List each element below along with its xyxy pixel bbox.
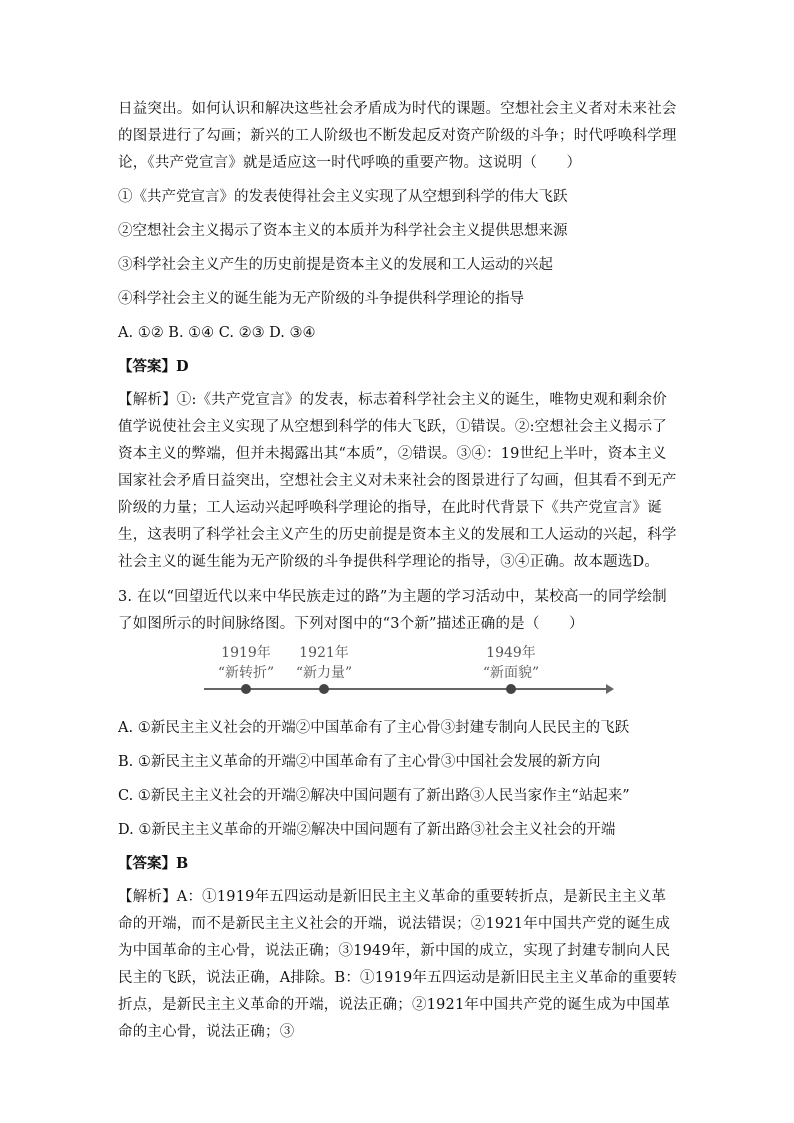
q2-analysis: 【解析】①:《共产党宣言》的发表，标志着科学社会主义的诞生，唯物史观和剩余价值学说使社会主义实现了从空想到科学的伟大飞跃，①错误。②:空想社会主义揭示了资本主义的弊端，但并未揭露出其“本质”，②错误。③④：19世纪上半叶，资本主义国家社会矛盾日益突出，空想社会主义对未来社会的图景进行了勾画，但其看不到无产阶级的力量；工人运动兴起呼唤科学理论的指导，在此时代背景下《共产党宣言》诞生，这表明了科学社会主义产生的历史前提是资本主义的发展和工人运动的兴起，科学社会主义的诞生能为无产阶级的斗争提供科学理论的指导，③④正确。故本题选D。 xyxy=(118,392,677,570)
q2-statement-2: ②空想社会主义揭示了资本主义的本质并为科学社会主义提供思想来源 xyxy=(118,223,568,239)
q2-answer: 【答案】D xyxy=(118,358,189,375)
q2-options: A. ①② B. ①④ C. ②③ D. ③④ xyxy=(118,325,316,341)
timeline-label-1919: “新转折” xyxy=(217,665,275,681)
timeline-dot-1949 xyxy=(506,684,516,694)
q3-analysis: 【解析】A：①1919年五四运动是新旧民主主义革命的重要转折点，是新民主主义革命的开端，而不是新民主主义社会的开端，说法错误；②1921年中国共产党的诞生成为中国革命的主心骨，说法正确；③1949年，新中国的成立，实现了封建专制向人民民主的飞跃，说法正确，A排除。B：①1919年五四运动是新旧民主主义革命的重要转折点，是新民主主义革命的开端，说法正确；②1921年中国共产党的诞生成为中国革命的主心骨，说法正确；③ xyxy=(118,889,678,1040)
q3-option-b: B. ①新民主主义革命的开端②中国革命有了主心骨③中国社会发展的新方向 xyxy=(118,754,601,770)
document-page xyxy=(118,96,678,1046)
q3-option-c: C. ①新民主主义社会的开端②解决中国问题有了新出路③人民当家作主“站起来” xyxy=(118,788,630,804)
timeline-label-1921: “新力量” xyxy=(295,665,353,681)
q3-answer: 【答案】B xyxy=(118,855,189,872)
paragraph-top: 日益突出。如何认识和解决这些社会矛盾成为时代的课题。空想社会主义者对未来社会的图景进行了勾画；新兴的工人阶级也不断发起反对资产阶级的斗争；时代呼唤科学理论，《共产党宣言》就是适应这一时代呼唤的重要产物。这说明（ ） xyxy=(118,101,677,171)
q3-option-d: D. ①新民主主义革命的开端②解决中国问题有了新出路③社会主义社会的开端 xyxy=(118,822,616,838)
timeline-axis xyxy=(204,688,608,690)
timeline-dot-1919 xyxy=(241,684,251,694)
q2-statement-3: ③科学社会主义产生的历史前提是资本主义的发展和工人运动的兴起 xyxy=(118,257,553,273)
timeline-label-1949: “新面貌” xyxy=(482,665,540,681)
timeline-year-1921: 1921年 xyxy=(299,645,349,661)
timeline-dot-1921 xyxy=(319,684,329,694)
q3-stem: 3. 在以“回望近代以来中华民族走过的路”为主题的学习活动中，某校高一的同学绘制了如图所示的时间脉络图。下列对图中的“3个新”描述正确的是（ ） xyxy=(118,589,667,632)
timeline-year-1919: 1919年 xyxy=(221,645,271,661)
q3-option-a: A. ①新民主主义社会的开端②中国革命有了主心骨③封建专制向人民民主的飞跃 xyxy=(118,720,630,736)
timeline-year-1949: 1949年 xyxy=(486,645,536,661)
timeline-figure xyxy=(118,642,678,714)
q2-statement-1: ①《共产党宣言》的发表使得社会主义实现了从空想到科学的伟大飞跃 xyxy=(118,189,568,205)
timeline-arrow-icon xyxy=(606,684,614,694)
q2-statement-4: ④科学社会主义的诞生能为无产阶级的斗争提供科学理论的指导 xyxy=(118,291,524,307)
